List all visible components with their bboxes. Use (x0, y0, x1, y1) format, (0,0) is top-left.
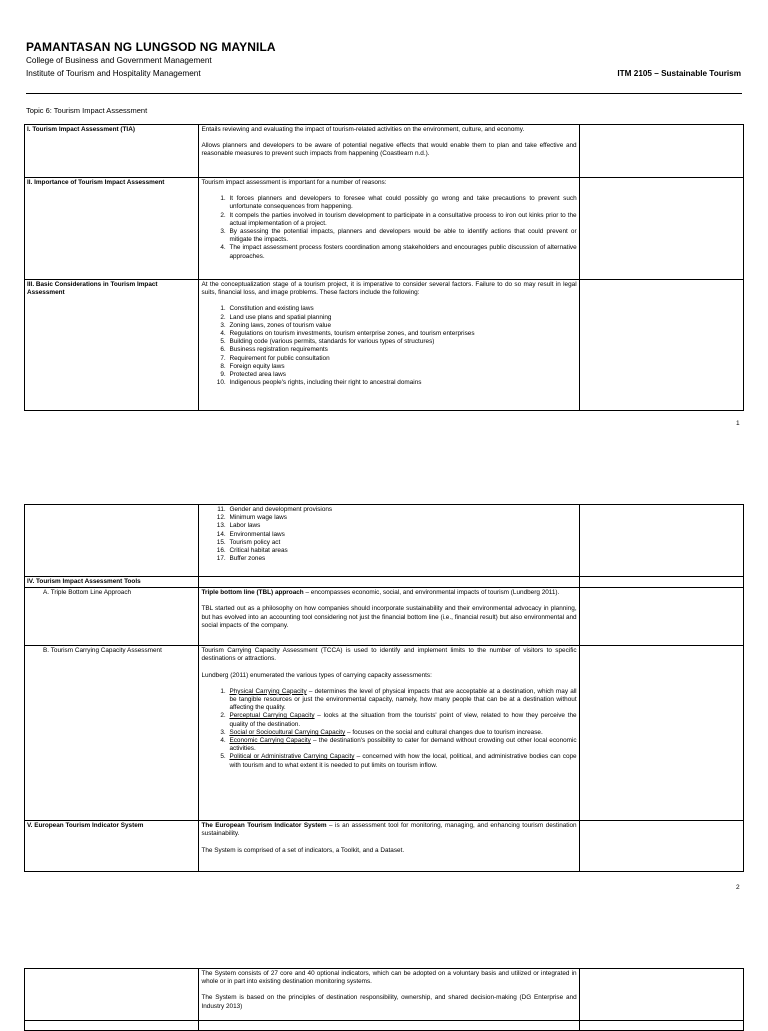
definition: – focuses on the social and cultural changes due to tourism increase. (345, 728, 543, 736)
paragraph: At the conceptualization stage of a tourism project, it is imperative to consider several factors. Failure to do so may result in legal suits, financial loss, and image problems. These factors include the following: (201, 281, 577, 297)
page2-table (24, 504, 744, 872)
term: Political or Administrative Carrying Capacity (229, 753, 355, 761)
paragraph: The System consists of 27 core and 40 optional indicators, which can be adopted on a voluntary basis and utilized or integrated in whole or in part into existing destination monitoring systems. (201, 970, 577, 986)
list-item: 13. Labor laws (227, 522, 576, 530)
numbered-list (201, 195, 576, 261)
list-item (227, 712, 576, 728)
row-label: IV. Tourism Impact Assessment Tools (25, 577, 199, 588)
table-row (25, 821, 744, 872)
list-item: 12. Minimum wage laws (227, 514, 576, 522)
paragraph (201, 589, 576, 597)
list-item: 14. Environmental laws (227, 531, 576, 539)
page-number: 2 (736, 884, 740, 891)
list-item: 2. Land use plans and spatial planning (227, 314, 576, 322)
term: Physical Carrying Capacity (229, 687, 307, 695)
paragraph: Tourism impact assessment is important for a number of reasons: (201, 179, 387, 186)
row-content (199, 969, 579, 1021)
row-content (199, 1021, 579, 1031)
list-item (227, 729, 576, 737)
list-item (227, 737, 576, 753)
notes-cell (579, 280, 743, 411)
term: The European Tourism Indicator System (201, 822, 327, 830)
row-content (199, 821, 579, 872)
row-label: II. Importance of Tourism Impact Assessment (25, 178, 199, 280)
numbered-list (201, 305, 576, 387)
course-code: ITM 2105 – Sustainable Tourism (617, 69, 741, 78)
row-label-text: A. Triple Bottom Line Approach (43, 589, 132, 597)
list-item: 10. Indigenous people's rights, including their right to ancestral domains (227, 379, 576, 387)
list-item (227, 688, 576, 713)
list-item: 15. Tourism policy act (227, 539, 576, 547)
numbered-list (201, 688, 576, 770)
list-item: 16. Critical habitat areas (227, 547, 576, 555)
notes-cell (579, 178, 743, 280)
notes-cell (579, 577, 743, 588)
row-content (199, 505, 579, 577)
notes-cell (579, 588, 743, 646)
list-item: 9. Protected area laws (227, 371, 576, 379)
header-divider (26, 93, 742, 94)
paragraph: TBL started out as a philosophy on how companies should incorporate sustainability and their environmental advocacy in planning, but has evolved into an accounting tool considering not just the financial bottom line (i.e., financial result) but also environmental and social impacts of the company. (201, 605, 577, 629)
list-item (227, 753, 576, 769)
definition: – determines the level of physical impacts that are acceptable at a destination, which may all be tangible resources or just the environmental capacity, namely, how many people that can be at a destination without affecting the quality. (229, 687, 577, 712)
term: Perceptual Carrying Capacity (229, 712, 315, 720)
notes-cell (579, 821, 743, 872)
page-number: 1 (736, 420, 740, 427)
row-content (199, 125, 579, 178)
paragraph: Lundberg (2011) enumerated the various types of carrying capacity assessments: (201, 671, 432, 679)
row-label (25, 505, 199, 577)
notes-cell (579, 125, 743, 178)
table-row (25, 969, 744, 1021)
list-item: 1. Constitution and existing laws (227, 305, 576, 313)
table-row (25, 505, 744, 577)
college-name: College of Business and Government Management (26, 56, 212, 65)
notes-cell (579, 505, 743, 577)
row-label (25, 646, 199, 821)
list-item: 8. Foreign equity laws (227, 363, 576, 371)
numbered-list (201, 506, 576, 563)
list-item: 3. By assessing the potential impacts, planners and developers would be able to identify actions that could prevent or mitigate the impacts. (227, 228, 576, 244)
list-item: 4. Regulations on tourism investments, tourism enterprise zones, and tourism enterprises (227, 330, 576, 338)
notes-cell (579, 1021, 743, 1031)
list-item: 6. Business registration requirements (227, 346, 576, 354)
row-label (25, 1021, 199, 1031)
term: Social or Sociocultural Carrying Capacity (229, 728, 346, 736)
list-item: 1. It forces planners and developers to foresee what could possibly go wrong and take precautions to prevent such unfortunate consequences from happening. (227, 195, 576, 211)
row-label (25, 588, 199, 646)
row-label-text: B. Tourism Carrying Capacity Assessment (43, 647, 162, 655)
topic-title: Topic 6: Tourism Impact Assessment (26, 106, 148, 115)
table-row (25, 280, 744, 411)
definition: – the destination's possibility to cater for demand without crowding out other local economic activities. (229, 737, 577, 753)
table-row (25, 588, 744, 646)
table-row (25, 646, 744, 821)
row-content (199, 577, 579, 588)
page1-table (24, 124, 744, 411)
paragraph: Tourism Carrying Capacity Assessment (TCCA) is used to identify and implement limits to the number of visitors to specific destinations or attractions. (201, 647, 577, 663)
list-item: 2. It compels the parties involved in tourism development to participate in a consultative process to iron out kinks prior to the actual implementation of a project. (227, 212, 576, 228)
paragraph (201, 822, 576, 838)
row-label (25, 969, 199, 1021)
row-content (199, 588, 579, 646)
list-item: 11. Gender and development provisions (227, 506, 576, 514)
row-content (199, 646, 579, 821)
list-item: 7. Requirement for public consultation (227, 355, 576, 363)
list-item: 4. The impact assessment process fosters coordination among stakeholders and encourages public discussion of alternative approaches. (227, 244, 576, 260)
definition: – is an assessment tool for monitoring, managing, and enhancing tourism destination sustainability. (201, 822, 577, 838)
row-label: III. Basic Considerations in Tourism Impact Assessment (25, 280, 199, 411)
table-row (25, 1021, 744, 1031)
university-name: PAMANTASAN NG LUNGSOD NG MAYNILA (26, 40, 276, 54)
term: Economic Carrying Capacity (229, 737, 311, 745)
notes-cell (579, 969, 743, 1021)
row-label: V. European Tourism Indicator System (25, 821, 199, 872)
list-item: 17. Buffer zones (227, 555, 576, 563)
definition: – concerned with how the local, political, and administrative bodies can cope with tourism and to what extent it is needed to put limits on tourism inflow. (229, 753, 577, 769)
paragraph: Allows planners and developers to be aware of potential negative effects that would enable them to plan and take effective and reasonable measures to prevent such impacts from happening (Coastlearn n.d.). (201, 142, 577, 158)
paragraph: The System is based on the principles of destination responsibility, ownership, and shared decision-making (DG Enterprise and Industry 2013) (201, 994, 577, 1010)
table-row (25, 125, 744, 178)
row-label: I. Tourism Impact Assessment (TIA) (25, 125, 199, 178)
row-content (199, 178, 579, 280)
term: Triple bottom line (TBL) approach (201, 589, 304, 597)
definition: – looks at the situation from the tourists' point of view, related to how they perceive the quality of the destination. (229, 712, 577, 728)
list-item: 3. Zoning laws, zones of tourism value (227, 322, 576, 330)
row-content (199, 280, 579, 411)
page3-table (24, 968, 744, 1031)
institute-name: Institute of Tourism and Hospitality Management (26, 69, 201, 78)
table-row (25, 577, 744, 588)
list-item: 5. Building code (various permits, standards for various types of structures) (227, 338, 576, 346)
notes-cell (579, 646, 743, 821)
paragraph: The System is comprised of a set of indicators, a Toolkit, and a Dataset. (201, 846, 405, 854)
definition: – encompasses economic, social, and environmental impacts of tourism (Lundberg 2011). (303, 589, 560, 597)
table-row (25, 178, 744, 280)
paragraph: Entails reviewing and evaluating the impact of tourism-related activities on the environment, culture, and economy. (201, 126, 525, 133)
